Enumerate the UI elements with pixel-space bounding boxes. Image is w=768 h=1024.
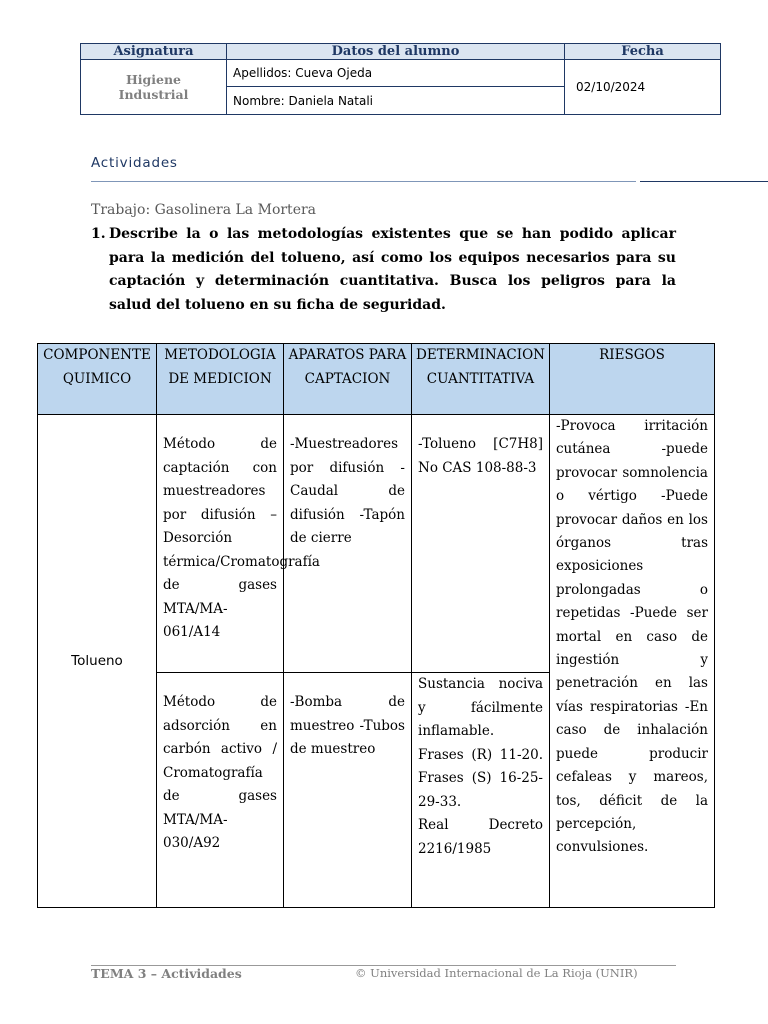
apparatus-cell-2 (284, 673, 412, 908)
toluene-table (37, 343, 715, 908)
header-methodology: METODOLOGIA DE MEDICION (157, 344, 284, 415)
method-cell-2 (157, 673, 284, 908)
apparatus-text-2: -Bomba de muestreo -Tubos de muestreo (290, 694, 405, 757)
question-1 (91, 223, 676, 317)
determination-cell-1 (412, 415, 550, 673)
header-apparatus: APARATOS PARA CAPTACION (284, 344, 412, 415)
date-header: Fecha (565, 44, 721, 60)
component-cell: Tolueno (38, 415, 157, 908)
determination-text-2b: Frases (R) 11-20. Frases (S) 16-25-29-33. (418, 746, 543, 810)
method-text-1: Método de captación con muestreadores por difusión – Desorción térmica/Cromatografía de gases MTA/MA-061/A14 (163, 436, 320, 640)
determination-cell-2 (412, 673, 550, 908)
subject-header: Asignatura (81, 44, 227, 60)
date-value: 02/10/2024 (565, 60, 721, 115)
student-data-header: Datos del alumno (227, 44, 565, 60)
method-cell-1 (157, 415, 320, 673)
work-title: Trabajo: Gasolinera La Mortera (91, 202, 317, 218)
header-component: COMPONENTE QUIMICO (38, 344, 157, 415)
section-divider-accent (640, 181, 768, 182)
question-number: 1. (91, 226, 106, 242)
risks-cell (550, 415, 715, 908)
risks-text: -Provoca irritación cutánea -puede provocar somnolencia o vértigo -Puede provocar daños en los órganos tras exposiciones prolongadas o repetidas -Puede ser mortal en caso de ingestión y penetración en las vías respiratorias -En caso de inhalación puede producir cefaleas y mareos, tos, déficit de la percepción, convulsiones. (556, 418, 708, 856)
apparatus-cell-1 (284, 415, 412, 673)
determination-text-2a: Sustancia nociva y fácilmente inflamable. (418, 676, 543, 739)
question-text: Describe la o las metodologías existentes que se han podido aplicar para la medición del tolueno, así como los equipos necesarios para su captación y determinación cuantitativa. Busca los peligros para la salud del tolueno en su ficha de seguridad. (109, 226, 676, 313)
determination-text-2c: Real Decreto 2216/1985 (418, 817, 543, 857)
apparatus-text-1: -Muestreadores por difusión -Caudal de difusión -Tapón de cierre (290, 436, 405, 546)
subject-value (81, 60, 227, 115)
determination-text-1: -Tolueno [C7H8] No CAS 108-88-3 (418, 436, 543, 476)
footer-topic: TEMA 3 – Actividades (91, 966, 242, 981)
section-title: Actividades (91, 155, 178, 171)
student-info-table (80, 43, 721, 115)
section-divider (91, 181, 636, 182)
subject-text: Higiene Industrial (118, 72, 189, 102)
surname-field: Apellidos: Cueva Ojeda (227, 60, 565, 87)
method-text-2: Método de adsorción en carbón activo / Cromatografía de gases MTA/MA-030/A92 (163, 694, 277, 851)
name-field: Nombre: Daniela Natali (227, 87, 565, 115)
table-header-row (38, 344, 715, 415)
footer-copyright: © Universidad Internacional de La Rioja (UNIR) (355, 966, 638, 980)
table-row (38, 415, 715, 673)
header-risks: RIESGOS (550, 344, 715, 415)
header-determination: DETERMINACION CUANTITATIVA (412, 344, 550, 415)
